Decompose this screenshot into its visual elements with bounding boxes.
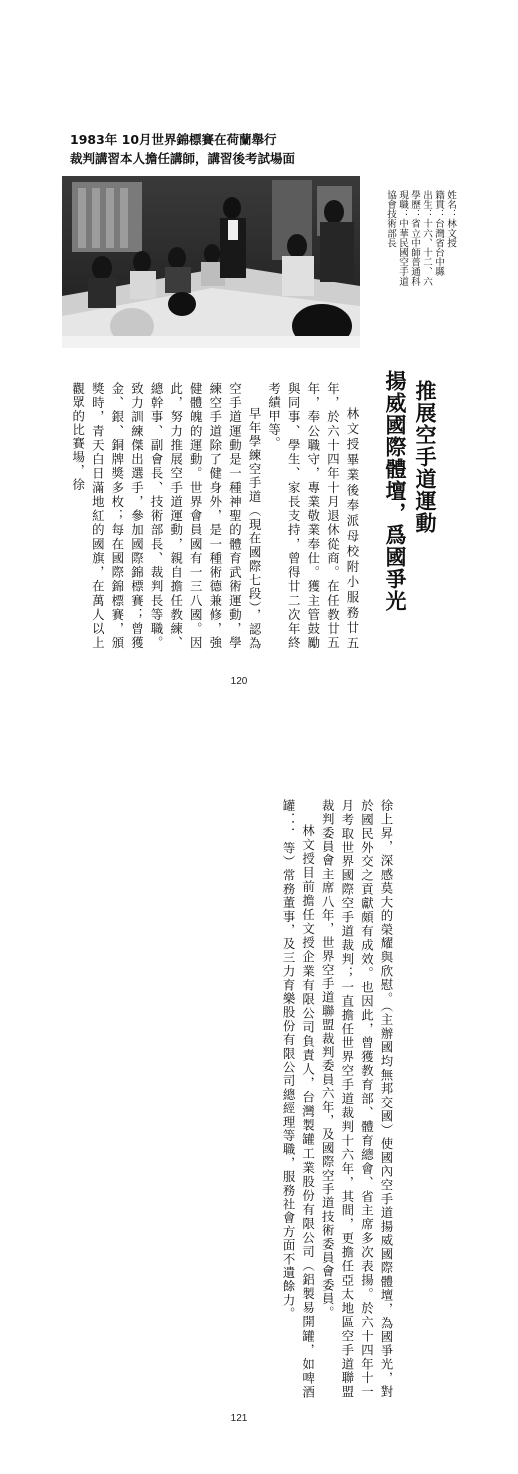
paragraph: 林文授目前擔任文授企業有限公司負責人，台灣製罐工業股份有限公司（鋁製易開罐，如啤酒罐．．．等）常務董事，及三力育樂股份有限公司總經理等職，服務社會方面不遺餘力。 xyxy=(281,799,316,1399)
caption-line-1: 1983年 10月世界錦標賽在荷蘭舉行 xyxy=(70,132,277,147)
seminar-photo xyxy=(62,176,360,348)
profile-origin: 籍貫：台灣省台中縣 xyxy=(433,190,444,277)
caption-line-2: 裁判講習本人擔任講師，講習後考試場面 xyxy=(70,151,296,166)
title-line-1: 推展空手道運動 xyxy=(413,380,437,534)
page-121 xyxy=(0,737,518,1474)
photo-caption xyxy=(70,130,370,168)
profile-education: 學歷：省立中師普通科 xyxy=(409,190,420,286)
author-profile xyxy=(384,190,456,350)
page-number: 120 xyxy=(230,676,248,687)
title-line-2: 揚威國際體壇，爲國爭光 xyxy=(383,370,407,612)
paragraph: 早年學練空手道（現在國際七段），認為空手道運動是一種神聖的體育武術運動，學練空手道除了健身外，是一種術德兼修，強健體魄的運動。世界會員國有一三八國。因此，努力推展空手道運動，親自擔任教練、總幹事、副會長、技術部長、裁判長等職。致力訓練傑出選手，參加國際錦標賽；曾獲金、銀、銅牌獎多枚；每在國際錦標賽，頒獎時，青天白日滿地紅的國旗，在萬人以上觀眾的比賽場，徐 xyxy=(70,382,263,650)
paragraph: 徐上昇，深感莫大的榮耀與欣慰。（主辦國均無邦交國）使國內空手道揚威國際體壇，為國爭光，對於國民外交之貢獻頗有成效。也因此，曾獲教育部、體育總會、省主席多次表揚。於六十四年十一月考取世界國際空手道裁判；一直擔任世界空手道裁判十六年，其間，更擔任亞太地區空手道聯盟裁判委員會主席八年，世界空手道聯盟裁判委員六年，及國際空手道技術委員會委員。 xyxy=(320,799,394,1399)
profile-birth: 出生：十六、十二、六 xyxy=(421,190,432,286)
profile-position-2: 協會技術部長 xyxy=(385,190,396,248)
profile-name: 姓名：林文授 xyxy=(445,190,456,248)
article-title xyxy=(380,370,440,670)
page-number: 121 xyxy=(230,1413,248,1424)
profile-position-1: 現職：中華民國空手道 xyxy=(397,190,408,286)
article-body xyxy=(52,382,362,650)
paragraph: 林文授畢業後奉派母校附小服務廿五年，於六十四年十月退休從商。在任教廿五年，奉公職守，專業敬業奉仕。獲主管鼓勵與同事、學生、家長支持，曾得廿二次年終考績甲等。 xyxy=(266,382,360,650)
seminar-photo-image xyxy=(62,176,360,348)
article-body xyxy=(281,799,396,1399)
